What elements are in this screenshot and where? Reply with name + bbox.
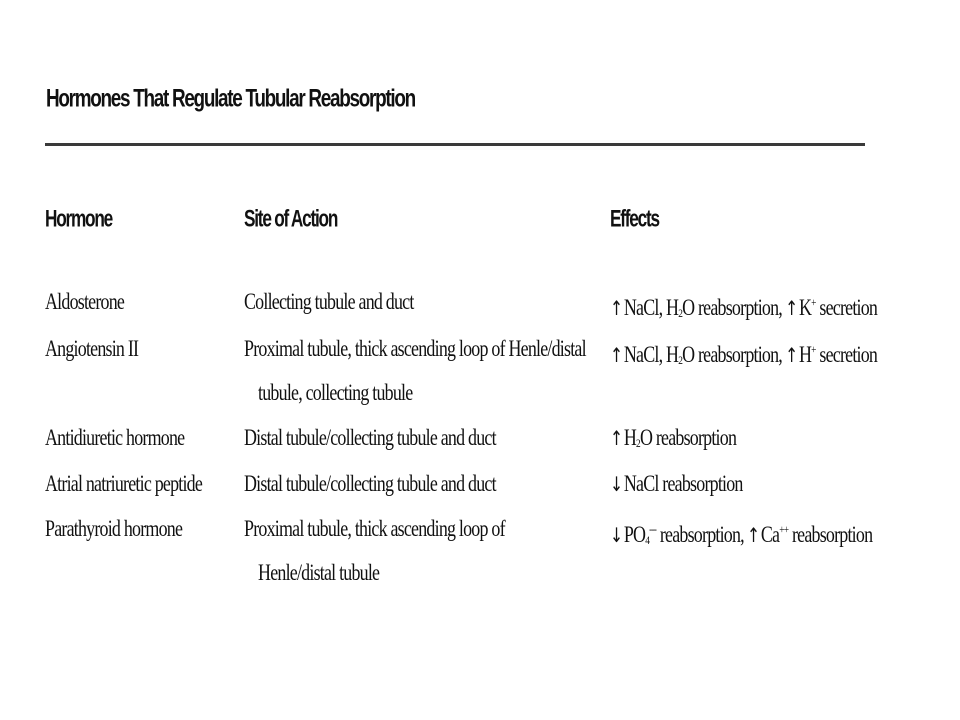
table-title: Hormones That Regulate Tubular Reabsorption	[46, 84, 415, 112]
effect-subscript: 2	[678, 353, 683, 367]
row-angiotensin-site	[244, 327, 586, 415]
effect-text: NaCl reabsorption	[623, 471, 743, 496]
row-pth-hormone: Parathyroid hormone	[45, 516, 183, 541]
effect-text: secretion	[815, 295, 878, 320]
effect-text: K	[798, 295, 812, 320]
effect-superscript: +	[811, 295, 816, 309]
row-angiotensin-hormone: Angiotensin II	[45, 336, 139, 361]
row-adh-hormone: Antidiuretic hormone	[45, 425, 185, 450]
effect-text: O reabsorption,	[682, 342, 783, 367]
effect-text: O reabsorption,	[682, 295, 783, 320]
row-aldosterone-site	[244, 280, 414, 324]
up-arrow-icon: ↑	[610, 426, 623, 450]
row-aldosterone-hormone: Aldosterone	[45, 289, 125, 314]
row-anp-site	[244, 462, 496, 506]
site-line-continued: tubule, collecting tubule	[258, 380, 413, 405]
row-angiotensin-effects	[610, 327, 877, 382]
row-pth-effects	[610, 507, 872, 562]
up-arrow-icon: ↑	[785, 296, 798, 320]
effect-superscript: ++	[779, 522, 789, 536]
effect-superscript: ---	[649, 522, 657, 536]
row-anp-hormone: Atrial natriuretic peptide	[45, 471, 203, 496]
site-line: Collecting tubule and duct	[244, 289, 414, 314]
effect-text: secretion	[815, 342, 878, 367]
down-arrow-icon: ↓	[610, 472, 623, 496]
row-adh-site	[244, 416, 496, 460]
effect-text: O reabsorption	[639, 425, 737, 450]
effect-text: reabsorption,	[656, 522, 744, 547]
site-line-continued: Henle/distal tubule	[258, 560, 380, 585]
site-line: Distal tubule/collecting tubule and duct	[244, 425, 496, 450]
effect-text: reabsorption	[788, 522, 873, 547]
effect-text: Ca	[760, 522, 780, 547]
effect-subscript: 2	[678, 306, 683, 320]
title-divider	[45, 143, 865, 146]
down-arrow-icon: ↓	[610, 523, 623, 547]
effect-text: H	[798, 342, 812, 367]
effect-text: PO	[623, 522, 646, 547]
site-line: Proximal tubule, thick ascending loop of	[244, 516, 505, 541]
row-pth-site	[244, 507, 505, 595]
column-header-hormone: Hormone	[45, 206, 112, 233]
effect-subscript: 2	[636, 436, 640, 450]
effect-superscript: +	[811, 342, 816, 356]
column-header-effects: Effects	[610, 206, 659, 233]
column-header-site: Site of Action	[244, 206, 338, 233]
up-arrow-icon: ↑	[610, 296, 623, 320]
site-line: Distal tubule/collecting tubule and duct	[244, 471, 496, 496]
up-arrow-icon: ↑	[610, 343, 623, 367]
effect-text: NaCl, H	[623, 342, 679, 367]
row-adh-effects	[610, 416, 736, 465]
effect-text: H	[623, 425, 637, 450]
site-line: Proximal tubule, thick ascending loop of Henle/distal	[244, 336, 586, 361]
effect-text: NaCl, H	[623, 295, 679, 320]
effect-subscript: 4	[645, 533, 650, 547]
up-arrow-icon: ↑	[785, 343, 798, 367]
up-arrow-icon: ↑	[746, 523, 760, 547]
row-anp-effects	[610, 462, 743, 506]
